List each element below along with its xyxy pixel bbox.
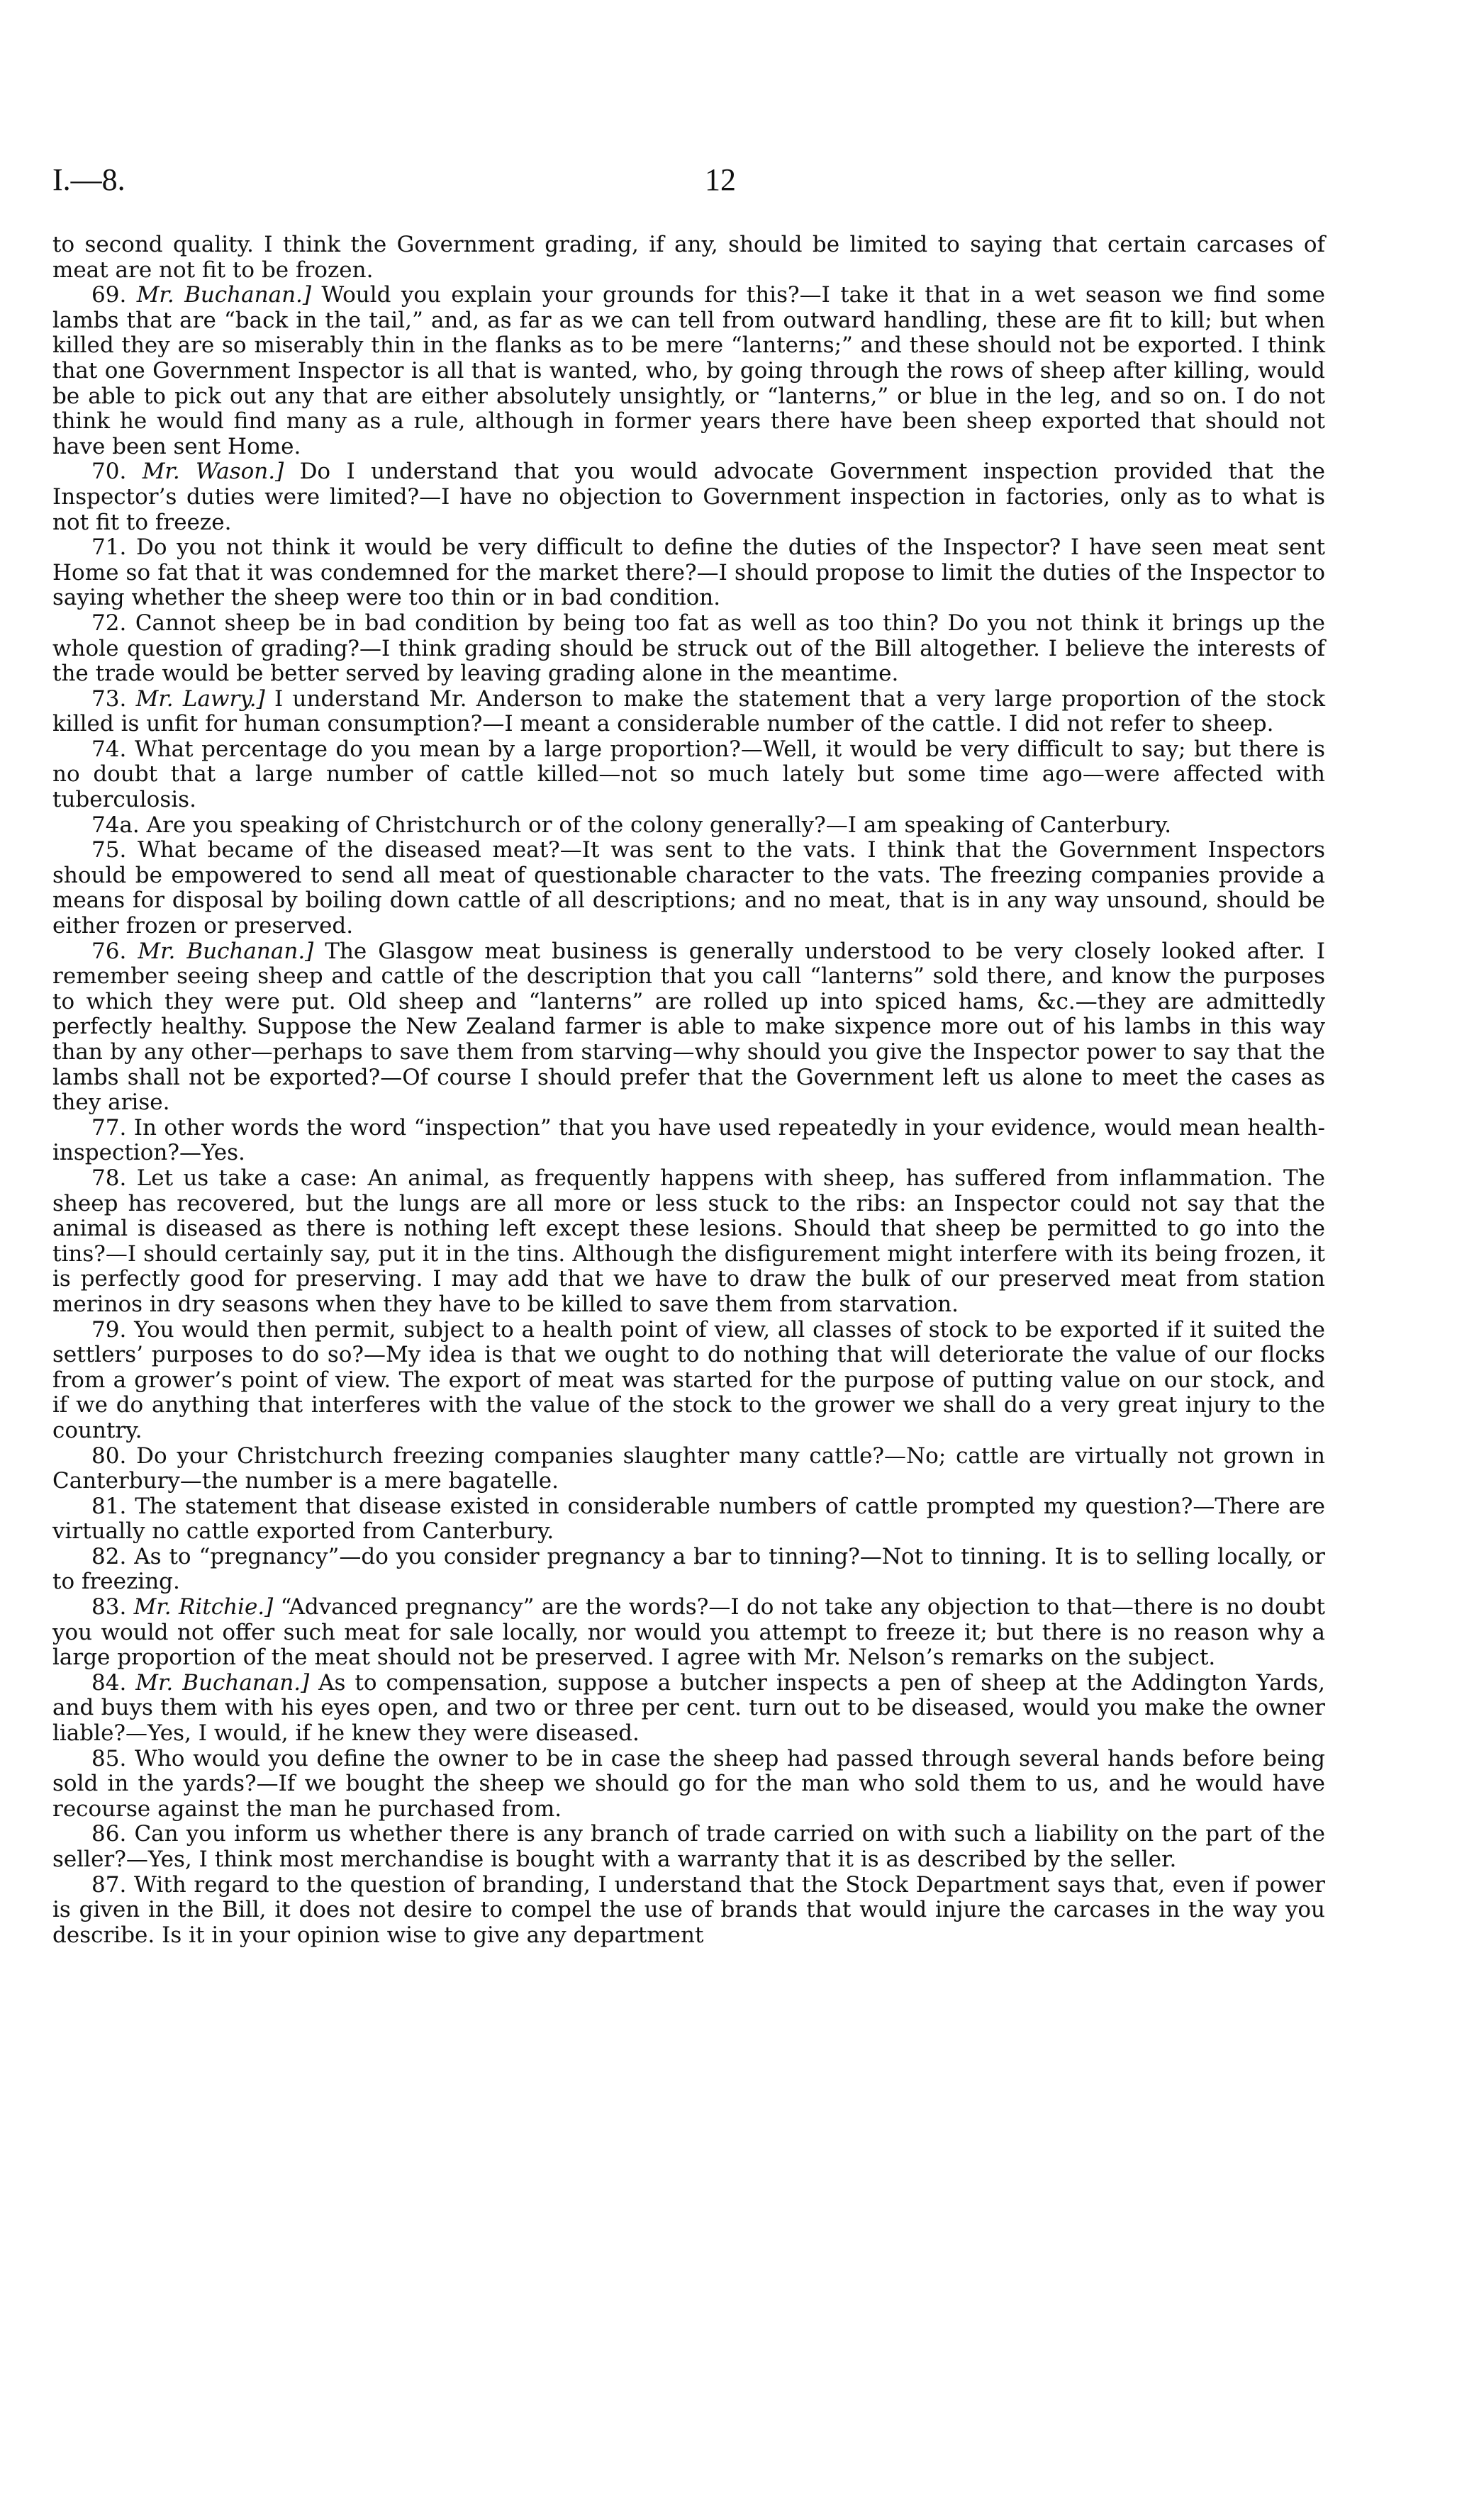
speaker: Mr. Ritchie.] xyxy=(133,1594,274,1620)
question-number: 77. xyxy=(91,1114,127,1141)
paragraph xyxy=(52,233,1325,283)
paragraph-text: You would then permit, subject to a health point of view, all classes of stock to be exported if it suited the settlers’ purposes to do so?—My idea is that we ought to do nothing that will deteriorate the value of our flocks from a grower’s point of view. The export of meat was started for the purpose of putting value on our stock, and if we do anything that interferes with the value of the stock to the grower we shall do a very great injury to the country. xyxy=(52,1316,1325,1443)
paragraph-text: As to “pregnancy”—do you consider pregnancy a bar to tinning?—Not to tinning. It is to selling locally, or to freezing. xyxy=(52,1543,1326,1595)
question-number: 75. xyxy=(91,837,127,863)
speaker: Mr. Buchanan.] xyxy=(138,938,314,964)
paragraph xyxy=(52,283,1325,459)
paragraph-text: “Advanced pregnancy” are the words?—I do not take any objection to that—there is no doubt you would not offer such meat for sale locally, nor would you attempt to freeze it; but there is no reason why a large proportion of the meat should not be preserved. I agree with Mr. Nelson’s remarks on the subject. xyxy=(52,1594,1325,1671)
question-number: 87. xyxy=(91,1871,127,1898)
paragraph-text: Do you not think it would be very difficult to define the duties of the Inspector? I have seen meat sent Home so fat that it was condemned for the market there?—I should propose to limit the duties of the Inspector to saying whether the sheep were too thin or in bad condition. xyxy=(52,534,1325,611)
paragraph xyxy=(52,838,1325,939)
question-number: 86. xyxy=(91,1821,127,1847)
question-number: 69. xyxy=(91,282,127,308)
paragraph xyxy=(52,1595,1325,1671)
paragraph xyxy=(52,1116,1325,1166)
question-number: 81. xyxy=(91,1493,127,1519)
document-body xyxy=(52,233,1325,1948)
paragraph-text: What percentage do you mean by a large proportion?—Well, it would be very difficult to say; but there is no doubt that a large number of cattle killed—not so much lately but some time ago—were affected with tuberculosis. xyxy=(52,736,1325,813)
paragraph-text: to second quality. I think the Government grading, if any, should be limited to saying that certain carcases of meat are not fit to be frozen. xyxy=(52,232,1325,283)
speaker: Mr. Lawry.] xyxy=(135,685,265,712)
question-number: 85. xyxy=(91,1745,127,1771)
paragraph xyxy=(52,737,1325,813)
paragraph xyxy=(52,1494,1325,1545)
paragraph xyxy=(52,1671,1325,1747)
paragraph-text: Let us take a case: An animal, as frequently happens with sheep, has suffered from inflammation. The sheep has recovered, but the lungs are all more or less stuck to the ribs: an Inspector could not say that the animal is diseased as there is nothing left except these lesions. Should that sheep be permitted to go into the tins?—I should certainly say, put it in the tins. Although the disfigurement might interfere with its being frozen, it is perfectly good for preserving. I may add that we have to draw the bulk of our preserved meat from station merinos in dry seasons when they have to be killed to save them from starvation. xyxy=(52,1165,1326,1317)
paragraph-text: Can you inform us whether there is any branch of trade carried on with such a liability on the part of the seller?—Yes, I think most merchandise is bought with a warranty that it is as described by the seller. xyxy=(52,1821,1325,1872)
paragraph-text: I understand Mr. Anderson to make the statement that a very large proportion of the stock killed is unfit for human consumption?—I meant a considerable number of the cattle. I did not refer to sheep. xyxy=(52,685,1325,737)
paragraph-text: What became of the diseased meat?—It was sent to the vats. I think that the Government Inspectors should be empowered to send all meat of questionable character to the vats. The freezing companies provide a means for disposal by boiling down cattle of all descriptions; and no meat, that is in any way unsound, should be either frozen or preserved. xyxy=(52,837,1326,939)
question-number: 79. xyxy=(91,1316,127,1343)
paragraph xyxy=(52,939,1325,1116)
page-number: 12 xyxy=(705,162,736,197)
question-number: 73. xyxy=(91,685,127,712)
speaker: Mr. Buchanan.] xyxy=(135,1669,310,1696)
question-number: 78. xyxy=(91,1165,127,1191)
question-number: 82. xyxy=(91,1543,127,1569)
paragraph-text: Do I understand that you would advocate Government inspection provided that the Inspector’s duties were limited?—I have no objection to Government inspection in factories, only as to what is not fit to freeze. xyxy=(52,459,1326,535)
paragraph-text: The statement that disease existed in considerable numbers of cattle prompted my question?—There are virtually no cattle exported from Canterbury. xyxy=(52,1493,1325,1545)
paragraph xyxy=(52,1444,1325,1494)
paragraph xyxy=(52,1747,1325,1822)
paragraph xyxy=(52,611,1325,687)
paragraph xyxy=(52,1318,1325,1444)
paragraph xyxy=(52,1545,1325,1595)
question-number: 74a. xyxy=(91,812,140,838)
question-number: 72. xyxy=(91,610,127,636)
paragraph xyxy=(52,1822,1325,1872)
question-number: 80. xyxy=(91,1443,127,1469)
paragraph-text: Are you speaking of Christchurch or of the colony generally?—I am speaking of Canterbury. xyxy=(146,812,1172,838)
paragraph xyxy=(52,459,1325,535)
paragraph-text: The Glasgow meat business is generally understood to be very closely looked after. I remember seeing sheep and cattle of the description that you call “lanterns” sold there, and know the purposes to which they were put. Old sheep and “lanterns” are rolled up into spiced hams, &c.—they are admittedly perfectly healthy. Suppose the New Zealand farmer is able to make sixpence more out of his lambs in this way than by any other—perhaps to save them from starving—why should you give the Inspector power to say that the lambs shall not be exported?—Of course I should prefer that the Government left us alone to meet the cases as they arise. xyxy=(52,938,1325,1116)
paragraph-text: Cannot sheep be in bad condition by being too fat as well as too thin? Do you not think it brings up the whole question of grading?—I think grading should be struck out of the Bill altogether. I believe the interests of the trade would be better served by leaving grading alone in the meantime. xyxy=(52,610,1325,687)
question-number: 74. xyxy=(91,736,127,762)
speaker: Mr. Wason.] xyxy=(142,459,284,485)
paragraph-text: Who would you define the owner to be in case the sheep had passed through several hands before being sold in the yards?—If we bought the sheep we should go for the man who sold them to us, and he would have recourse against the man he purchased from. xyxy=(52,1745,1326,1822)
paragraph-text: In other words the word “inspection” that you have used repeatedly in your evidence, would mean health-inspection?—Yes. xyxy=(52,1114,1325,1166)
paragraph-text: Do your Christchurch freezing companies slaughter many cattle?—No; cattle are virtually not grown in Canterbury—the number is a mere bagatelle. xyxy=(52,1443,1326,1494)
question-number: 76. xyxy=(91,938,127,964)
paragraph xyxy=(52,813,1325,839)
page-header xyxy=(52,162,1329,204)
paragraph xyxy=(52,535,1325,611)
question-number: 84. xyxy=(91,1669,127,1696)
paragraph xyxy=(52,1166,1325,1318)
paragraph xyxy=(52,1873,1325,1949)
paragraph xyxy=(52,687,1325,737)
paragraph-text: With regard to the question of branding, I understand that the Stock Department says that, even if power is given in the Bill, it does not desire to compel the use of brands that would injure the carcases in the way you describe. Is it in your opinion wise to give any department xyxy=(52,1871,1325,1948)
document-reference: I.—8. xyxy=(52,162,125,197)
question-number: 70. xyxy=(91,459,127,485)
paragraph-text: Would you explain your grounds for this?—I take it that in a wet season we find some lambs that are “back in the tail,” and, as far as we can tell from outward handling, these are fit to kill; but when killed they are so miserably thin in the flanks as to be mere “lanterns;” and these should not be exported. I think that one Government Inspector is all that is wanted, who, by going through the rows of sheep after killing, would be able to pick out any that are either absolutely unsightly, or “lanterns,” or blue in the leg, and so on. I do not think he would find many as a rule, although in former years there have been sheep exported that should not have been sent Home. xyxy=(52,282,1325,459)
paragraph-text: As to compensation, suppose a butcher inspects a pen of sheep at the Addington Yards, and buys them with his eyes open, and two or three per cent. turn out to be diseased, would you make the owner liable?—Yes, I would, if he knew they were diseased. xyxy=(52,1669,1325,1747)
question-number: 83. xyxy=(91,1594,127,1620)
speaker: Mr. Buchanan.] xyxy=(136,282,311,308)
question-number: 71. xyxy=(91,534,127,561)
